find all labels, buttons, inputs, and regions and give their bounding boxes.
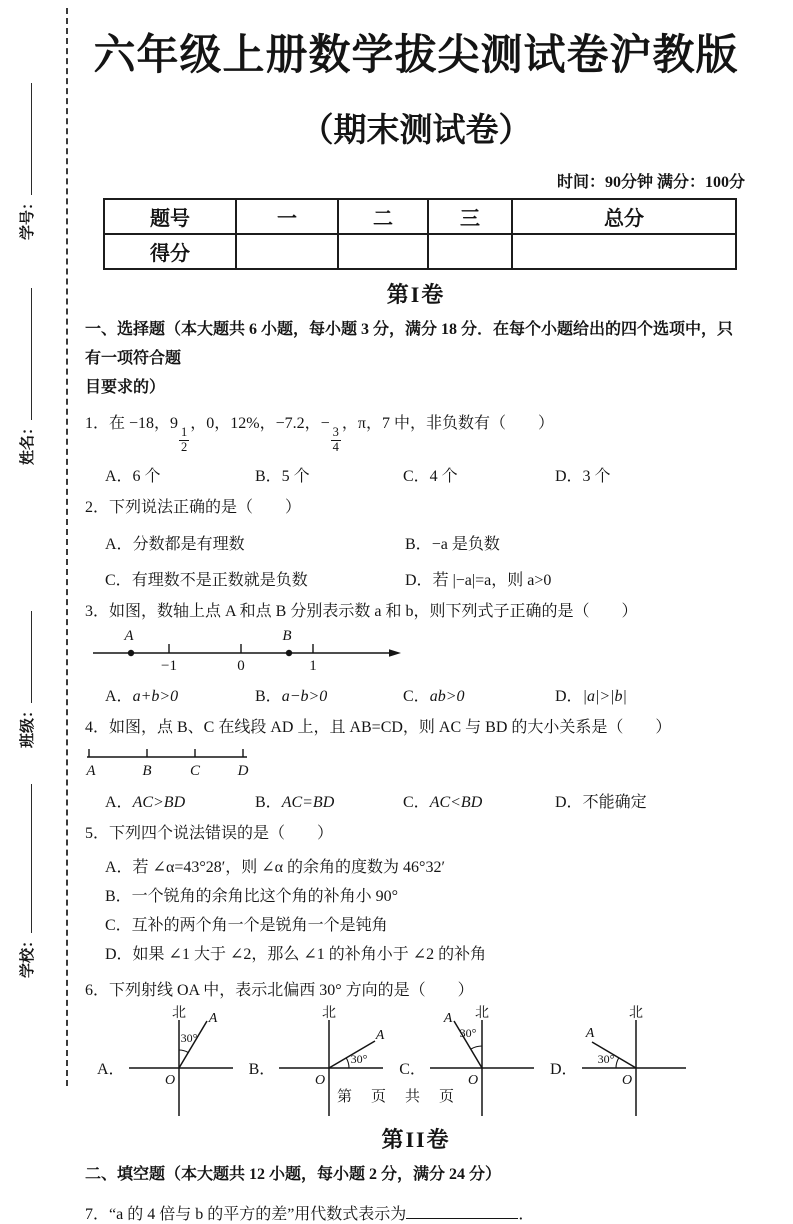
q4-option-b: B．AC=BD [255, 793, 335, 811]
q6b-north-label: 北 [322, 1005, 337, 1021]
score-table [103, 198, 737, 270]
question-4-text: 4．如图，点 B、C 在线段 AD 上，且 AB=CD，则 AC 与 BD 的大小关系是（ ） [85, 718, 672, 736]
score-table-empty-cell-4 [512, 234, 736, 269]
question-1-options [105, 463, 747, 486]
q6d-north-label: 北 [628, 1005, 643, 1021]
q3-tick-minus1-label: −1 [161, 657, 177, 674]
q6-label-c: C． [399, 1060, 426, 1078]
q2-option-b: B．−a 是负数 [405, 535, 500, 553]
q1-mid: ，0，12%，−7.2，− [190, 415, 330, 432]
q6-label-d: D． [549, 1060, 578, 1078]
q1-fraction-2: $\frac{3}{4}$ [332, 425, 339, 454]
q6b-ray-label: A [375, 1027, 385, 1043]
q3-point-a-label: A [124, 627, 134, 644]
question-3-options [105, 683, 747, 706]
q5-option-b: B．一个锐角的余角比这个角的补角小 90° [105, 887, 399, 905]
q4-option-c: C．AC<BD [403, 793, 483, 811]
q4-segment-diagram [85, 745, 255, 781]
q3-tick-1-label: 1 [309, 657, 317, 674]
student-id-blank-line [17, 83, 32, 195]
q4-option-a: A．AC>BD [105, 793, 186, 811]
q1-option-b: B．5 个 [255, 467, 310, 485]
q6b-origin-label: O [315, 1072, 326, 1088]
score-table-header-row [104, 199, 736, 234]
q6d-origin-label: O [621, 1072, 632, 1088]
page-subtitle: （期末测试卷） [300, 113, 532, 149]
q6-label-a: A． [97, 1060, 125, 1078]
question-6-text: 6．下列射线 OA 中，表示北偏西 30° 方向的是（ ） [85, 981, 474, 999]
q5-option-a: A．若 ∠α=43°28′，则 ∠α 的余角的度数为 46°32′ [105, 858, 445, 876]
page-footer: 第 页 共 页 [336, 1089, 456, 1105]
question-2-text: 2．下列说法正确的是（ ） [85, 498, 302, 516]
q3-option-d: D．|a|>|b| [555, 687, 627, 705]
q3-point-b-label: B [282, 627, 292, 644]
question-5-options [105, 853, 747, 969]
score-table-cell-three: 三 [428, 199, 512, 234]
school-label: 学校： [20, 932, 36, 978]
section1-heading-line2: 目要求的） [85, 379, 166, 396]
score-table-empty-cell-1 [236, 234, 338, 269]
q1-fraction-1: $\frac{1}{2}$ [181, 425, 188, 454]
margin-field-class [16, 600, 38, 748]
q6d-angle-label: 30° [597, 1051, 614, 1066]
q4-option-d: D．不能确定 [555, 793, 647, 811]
q4-point-b-label: B [142, 762, 152, 779]
q6d-ray-label: A [585, 1025, 594, 1041]
q6c-north-label: 北 [474, 1005, 489, 1021]
name-blank-line [17, 288, 32, 420]
q6c-origin-label: O [467, 1072, 478, 1088]
q3-option-a: A．a+b>0 [105, 687, 179, 705]
q6b-angle-label: 30° [350, 1051, 368, 1066]
q6a-angle-label: 30° [180, 1030, 197, 1045]
score-table-cell-two: 二 [338, 199, 428, 234]
q3-option-c: C．ab>0 [403, 687, 465, 705]
q3-tick-0-label: 0 [237, 657, 245, 674]
q3-option-b: B．a−b>0 [255, 687, 328, 705]
q6-label-b: B． [248, 1060, 276, 1078]
q2-option-d: D．若 |−a|=a，则 a>0 [405, 571, 552, 589]
part2-title: 第II卷 [381, 1126, 451, 1152]
q1-option-c: C．4 个 [403, 467, 458, 485]
name-label: 姓名： [20, 419, 36, 465]
question-7-text [85, 1201, 747, 1224]
score-table-cell-defen: 得分 [104, 234, 236, 269]
q4-point-d-label: D [237, 762, 249, 779]
question-2-options [105, 531, 747, 590]
q6c-angle-label: 30° [459, 1025, 477, 1040]
q7-pre: 7．“a 的 4 倍与 b 的平方的差”用代数式表示为 [85, 1205, 407, 1223]
question-1-text [85, 411, 747, 455]
score-table-empty-cell-3 [428, 234, 512, 269]
class-label: 班级： [20, 702, 36, 748]
q6a-origin-label: O [164, 1072, 175, 1088]
q5-option-c: C．互补的两个角一个是锐角一个是钝角 [105, 916, 388, 934]
margin-field-name [16, 277, 38, 465]
page-title: 六年级上册数学拔尖测试卷沪教版 [93, 33, 739, 79]
q5-option-d: D．如果 ∠1 大于 ∠2，那么 ∠1 的补角小于 ∠2 的补角 [105, 945, 487, 963]
q2-option-c: C．有理数不是正数就是负数 [105, 571, 308, 589]
score-table-cell-timu: 题号 [104, 199, 236, 234]
margin-field-student-id [16, 72, 38, 240]
score-table-score-row [104, 234, 736, 269]
section2-heading: 二、填空题（本大题共 12 小题，每小题 2 分，满分 24 分） [85, 1165, 502, 1183]
q6c-ray-label: A [443, 1010, 453, 1026]
question-3-text: 3．如图，数轴上点 A 和点 B 分别表示数 a 和 b，则下列式子正确的是（ ） [85, 602, 638, 620]
q7-post: ． [518, 1205, 535, 1223]
q1-option-d: D．3 个 [555, 467, 611, 485]
q1-pre: 1．在 −18，9 [85, 415, 179, 432]
q2-option-a: A．分数都是有理数 [105, 535, 245, 553]
school-blank-line [17, 784, 32, 933]
q4-point-a-label: A [86, 762, 96, 779]
margin-field-school [16, 773, 38, 978]
q7-answer-blank [406, 1203, 518, 1219]
time-score-info: 时间：90分钟 满分：100分 [556, 174, 745, 191]
main-content [85, 12, 747, 1224]
score-table-cell-total: 总分 [512, 199, 736, 234]
student-id-label: 学号： [20, 194, 36, 240]
part1-title: 第I卷 [386, 282, 446, 307]
q1-option-a: A．6 个 [105, 467, 161, 485]
question-4-options [105, 789, 747, 812]
score-table-empty-cell-2 [338, 234, 428, 269]
q4-point-c-label: C [189, 762, 201, 779]
section1-heading-line1: 一、选择题（本大题共 6 小题，每小题 3 分，满分 18 分．在每个小题给出的四个选项中，只有一项符合题 [85, 321, 734, 367]
score-table-cell-one: 一 [236, 199, 338, 234]
q6a-north-label: 北 [171, 1005, 186, 1021]
question-5-text: 5．下列四个说法错误的是（ ） [85, 824, 334, 842]
q3-number-line-diagram [91, 629, 411, 675]
binding-dashed-line [66, 8, 68, 1086]
class-blank-line [17, 611, 32, 703]
q1-post: ，π，7 中，非负数有（ ） [341, 415, 555, 432]
q6a-ray-label: A [208, 1010, 217, 1026]
